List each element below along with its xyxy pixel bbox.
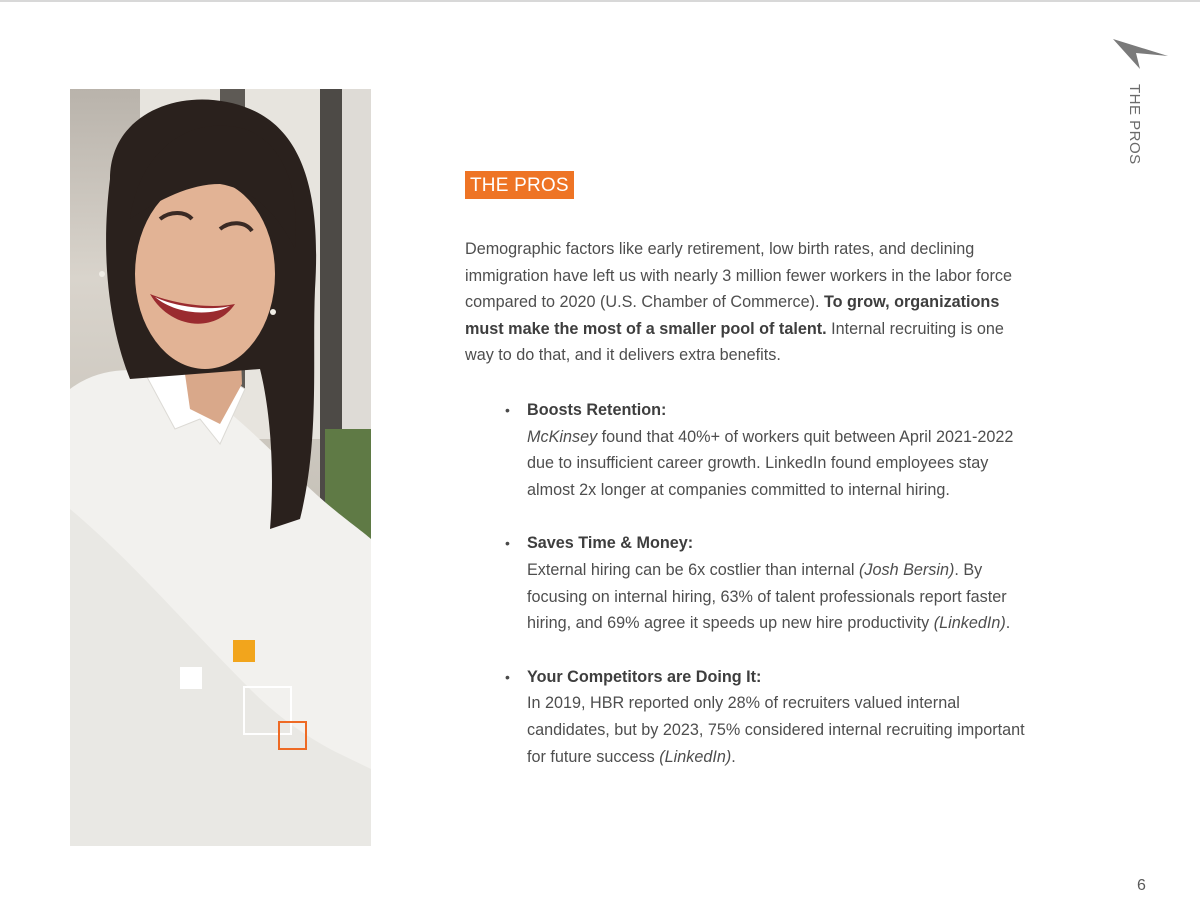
intro-paragraph xyxy=(465,236,1025,369)
bullet-title: Boosts Retention: xyxy=(527,401,667,419)
source-citation: (LinkedIn) xyxy=(933,614,1006,633)
bullet-text: In 2019, HBR reported only 28% of recruiters valued internal candidates, but by 2023, 75% considered internal recruiting important for future success xyxy=(527,694,1025,766)
list-item xyxy=(505,664,1025,770)
benefits-list xyxy=(505,397,1025,797)
bullet-dot: • xyxy=(505,402,510,418)
source-citation: (LinkedIn) xyxy=(659,747,732,766)
decorative-orange-outline-square xyxy=(278,721,307,750)
bullet-text: . xyxy=(731,747,736,766)
bullet-text: . xyxy=(1005,614,1011,633)
side-label: THE PROS xyxy=(1126,84,1143,165)
top-rule xyxy=(0,0,1200,2)
paper-plane-arrow-icon xyxy=(1112,36,1170,70)
list-item xyxy=(505,530,1025,636)
hero-photo xyxy=(70,89,371,846)
bullet-body xyxy=(527,690,1025,770)
bullet-dot: • xyxy=(505,668,510,685)
decorative-yellow-square xyxy=(233,640,255,662)
bullet-text: . By focusing on internal hiring, 63% of talent professionals report faster hiring, and 69% agree it speeds up new hire productivity xyxy=(527,560,1007,633)
bullet-dot: • xyxy=(505,535,510,552)
page-number: 6 xyxy=(1137,877,1146,894)
bullet-text: External hiring can be 6x costlier than internal xyxy=(527,560,860,579)
bullet-title: Saves Time & Money: xyxy=(527,534,694,553)
decorative-white-square xyxy=(180,667,202,689)
bullet-body xyxy=(527,557,1025,637)
intro-text-2: Internal recruiting is one way to do that, and it delivers extra benefits. xyxy=(465,319,1004,365)
source-citation: (Josh Bersin) xyxy=(859,560,955,579)
source-citation: McKinsey xyxy=(527,427,598,446)
section-heading-badge: THE PROS xyxy=(465,171,574,199)
bullet-text: found that 40%+ of workers quit between April 2021-2022 due to insufficient career growth. LinkedIn found employees stay almost 2x longer at companies committed to internal hiring. xyxy=(527,427,1014,499)
smiling-woman-illustration xyxy=(70,89,371,846)
list-item xyxy=(505,397,1025,503)
intro-bold-text: To grow, organizations must make the most of a smaller pool of talent. xyxy=(465,293,1000,338)
bullet-title: Your Competitors are Doing It: xyxy=(527,667,762,686)
bullet-body xyxy=(527,424,1025,504)
intro-text-1: Demographic factors like early retirement, low birth rates, and declining immigration have left us with nearly 3 million fewer workers in the labor force compared to 2020 (U.S. Chamber of Commerce). xyxy=(465,240,1012,312)
